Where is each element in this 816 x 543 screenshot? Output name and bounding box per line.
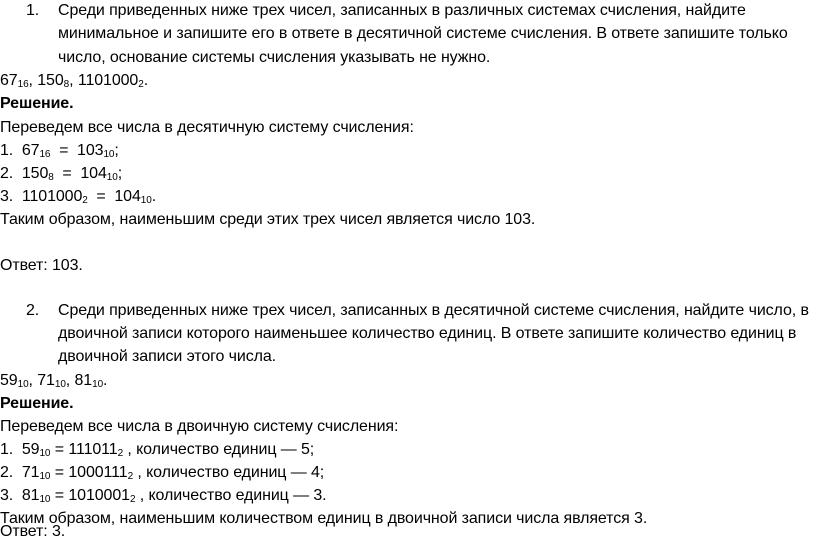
step-number: 2. bbox=[0, 464, 14, 481]
step-value: 150 bbox=[21, 165, 49, 182]
step-base: 10 bbox=[39, 471, 51, 482]
task1-question-text1: Среди приведенных ниже трех чисел, записанных в различных системах счисления, найдите bbox=[58, 2, 746, 19]
task1-question-line2: минимальное и запишите его в ответе в десятичной системе счисления. В ответе запишите только bbox=[58, 25, 788, 42]
task1-intro: Переведем все числа в десятичную систему счисления: bbox=[0, 119, 414, 136]
task1-number: 1. bbox=[26, 2, 40, 19]
task2-question-text1: Среди приведенных ниже трех чисел, записанных в десятичной системе счисления, найдите число, в bbox=[58, 302, 809, 319]
step-base: 8 bbox=[48, 172, 54, 183]
step-number: 3. bbox=[0, 188, 14, 205]
task1-step1: 1. $67_{16} = 103_{10}$; bbox=[0, 142, 119, 160]
step-number: 2. bbox=[0, 165, 14, 182]
step-number: 1. bbox=[0, 441, 14, 458]
task2-intro: Переведем все числа в двоичную систему счисления: bbox=[0, 418, 399, 435]
task2-answer: Ответ: 3. bbox=[0, 523, 66, 540]
step-result: 1010001 bbox=[68, 487, 130, 504]
step-text: , количество единиц — 4; bbox=[137, 464, 325, 481]
task2-num1: 59 bbox=[0, 372, 18, 389]
step-result-base: 2 bbox=[127, 471, 134, 482]
step-base: 2 bbox=[82, 195, 88, 206]
step-end: . bbox=[151, 188, 157, 205]
task1-num3-base: 2 bbox=[138, 79, 144, 90]
step-result: 103 bbox=[77, 142, 104, 159]
step-result-base: 10 bbox=[103, 149, 115, 160]
task1-step3: 3. $1101000_2 = 104_{10}$. bbox=[0, 188, 157, 206]
step-text: , количество единиц — 3. bbox=[139, 487, 327, 504]
task1-conclusion: Таким образом, наименьшим среди этих трех чисел является число 103. bbox=[0, 211, 536, 228]
step-value: 1101000 bbox=[21, 188, 83, 205]
task2-question-line3: двоичной записи этого числа. bbox=[58, 348, 277, 365]
task2-numbers: $59_{10}$, $71_{10}$, $81_{10}$. bbox=[0, 372, 108, 390]
step-result: 1000111 bbox=[68, 464, 128, 481]
task2-conclusion: Таким образом, наименьшим количеством единиц в двоичной записи числа является 3. bbox=[0, 510, 648, 527]
task1-num1: 67 bbox=[0, 72, 18, 89]
step-number: 3. bbox=[0, 487, 14, 504]
task2-number: 2. bbox=[26, 302, 40, 319]
task2-solution-label: Решение. bbox=[0, 395, 74, 412]
task1-num1-base: 16 bbox=[17, 79, 29, 90]
task2-step3: 3. $81_{10} = 1010001_2$ , количество единиц — 3. bbox=[0, 487, 327, 505]
step-result: 111011 bbox=[68, 441, 118, 458]
task1-solution-label: Решение. bbox=[0, 95, 74, 112]
step-number: 1. bbox=[0, 142, 14, 159]
step-result-base: 2 bbox=[117, 448, 124, 459]
task2-question-line2: двоичной записи которого наименьшее количество единиц. В ответе запишите количество единиц в bbox=[58, 325, 797, 342]
task1-num3: 1101000 bbox=[77, 72, 139, 89]
step-end: ; bbox=[114, 142, 119, 159]
task2-step1: 1. $59_{10} = 111011_2$ , количество единиц — 5; bbox=[0, 441, 315, 459]
task1-answer: Ответ: 103. bbox=[0, 257, 83, 274]
task1-num2: 150 bbox=[37, 72, 64, 89]
step-result-base: 2 bbox=[129, 494, 136, 505]
task2-step2: 2. $71_{10} = 1000111_2$ , количество единиц — 4; bbox=[0, 464, 325, 482]
step-value: 81 bbox=[21, 487, 40, 504]
task2-num2: 71 bbox=[37, 372, 55, 389]
task2-num3: 81 bbox=[74, 372, 93, 389]
step-result: 104 bbox=[80, 165, 107, 182]
task2-num3-base: 10 bbox=[92, 379, 104, 390]
step-value: 67 bbox=[21, 142, 40, 159]
step-end: ; bbox=[117, 165, 123, 182]
task1-num2-base: 8 bbox=[63, 79, 70, 90]
step-result-base: 10 bbox=[106, 172, 118, 183]
step-base: 10 bbox=[39, 494, 51, 505]
step-base: 10 bbox=[39, 448, 51, 459]
task1-step2: 2. $150_8 = 104_{10}$; bbox=[0, 165, 123, 183]
task1-question-line3: число, основание системы счисления указывать не нужно. bbox=[58, 49, 491, 66]
task2-num1-base: 10 bbox=[17, 379, 29, 390]
step-value: 59 bbox=[21, 441, 40, 458]
step-base: 16 bbox=[39, 149, 51, 160]
task2-num2-base: 10 bbox=[54, 379, 66, 390]
step-result-base: 10 bbox=[140, 195, 152, 206]
step-text: , количество единиц — 5; bbox=[127, 441, 315, 458]
task1-numbers: $67_{16}$, $150_8$, $1101000_2$. bbox=[0, 72, 149, 90]
step-value: 71 bbox=[21, 464, 40, 481]
step-result: 104 bbox=[114, 188, 141, 205]
